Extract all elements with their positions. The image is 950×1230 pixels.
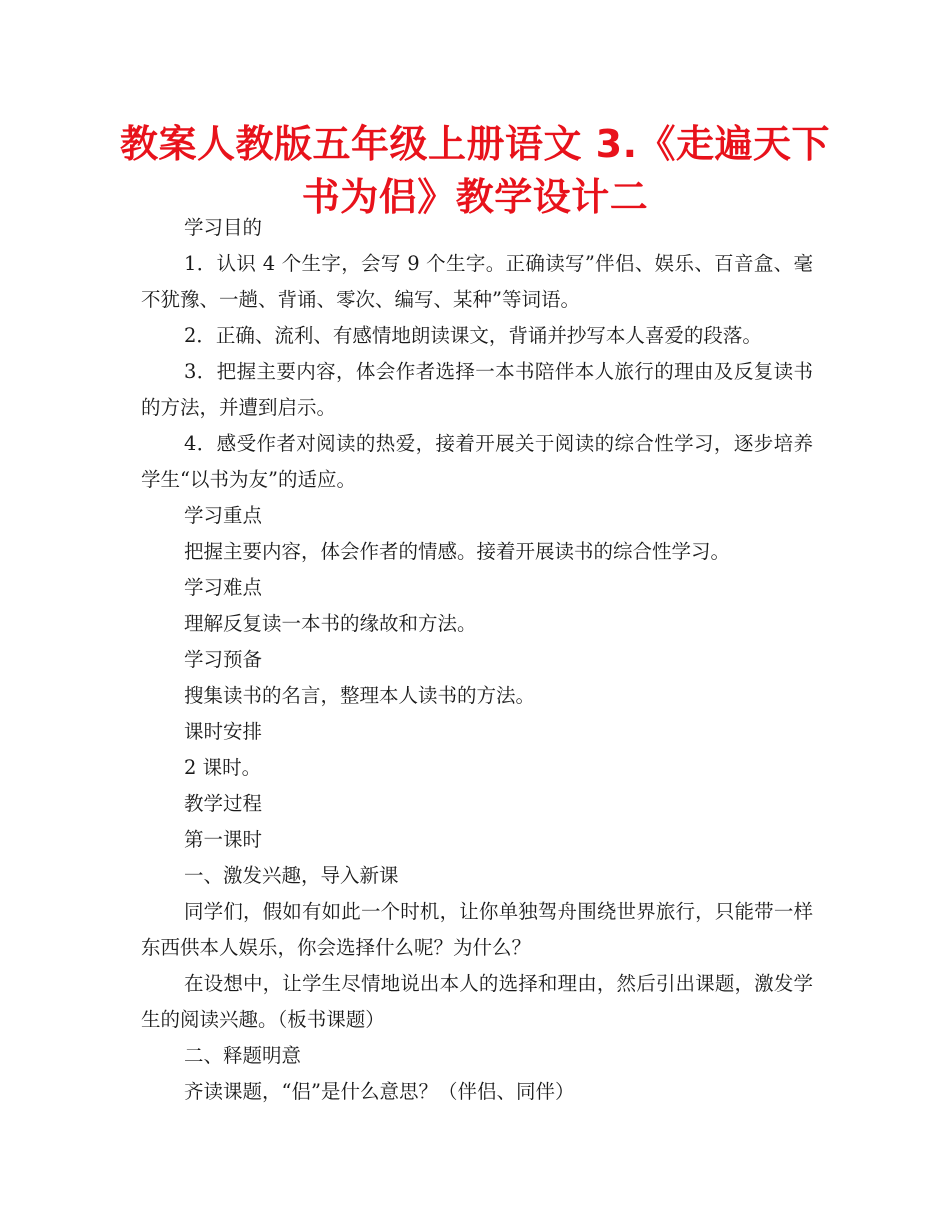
section-1-paragraph-1: 同学们，假如有如此一个时机，让你单独驾舟围绕世界旅行，只能带一样东西供本人娱乐，你会选择什么呢？为什么？ <box>141 900 813 959</box>
heading-difficulties: 学习难点 <box>184 576 263 599</box>
heading-learning-goals: 学习目的 <box>184 216 263 239</box>
difficulties-text: 理解反复读一本书的缘故和方法。 <box>184 612 477 635</box>
heading-preparation: 学习预备 <box>184 648 263 671</box>
heading-schedule: 课时安排 <box>184 720 263 743</box>
title-line-1: 教案人教版五年级上册语文 3.《走遍天下 <box>119 122 831 166</box>
section-2-heading: 二、释题明意 <box>184 1044 302 1067</box>
heading-first-lesson: 第一课时 <box>184 828 263 851</box>
section-1-heading: 一、激发兴趣，导入新课 <box>184 864 399 887</box>
goal-item-1: 1．认识 4 个生字，会写 9 个生字。正确读写”伴侣、娱乐、百音盒、毫不犹豫、一趟、背诵、零次、编写、某种”等词语。 <box>141 252 813 311</box>
heading-teaching-process: 教学过程 <box>184 792 263 815</box>
section-1-paragraph-2: 在设想中，让学生尽情地说出本人的选择和理由，然后引出课题，激发学生的阅读兴趣。（板书课题） <box>141 972 813 1031</box>
title-line-2: 书为侣》教学设计二 <box>301 175 649 219</box>
section-2-paragraph-1: 齐读课题，“侣”是什么意思？（伴侣、同伴） <box>184 1080 575 1103</box>
key-points-text: 把握主要内容，体会作者的情感。接着开展读书的综合性学习。 <box>184 540 731 563</box>
preparation-text: 搜集读书的名言，整理本人读书的方法。 <box>184 684 536 707</box>
schedule-text: 2 课时。 <box>184 756 262 779</box>
document-title <box>100 118 850 224</box>
goal-item-2: 2．正确、流利、有感情地朗读课文，背诵并抄写本人喜爱的段落。 <box>184 324 762 347</box>
document-body <box>141 210 813 1110</box>
goal-item-3: 3．把握主要内容，体会作者选择一本书陪伴本人旅行的理由及反复读书的方法，并遭到启示。 <box>141 360 813 419</box>
heading-key-points: 学习重点 <box>184 504 263 527</box>
goal-item-4: 4．感受作者对阅读的热爱，接着开展关于阅读的综合性学习，逐步培养学生“以书为友”的适应。 <box>141 432 813 491</box>
